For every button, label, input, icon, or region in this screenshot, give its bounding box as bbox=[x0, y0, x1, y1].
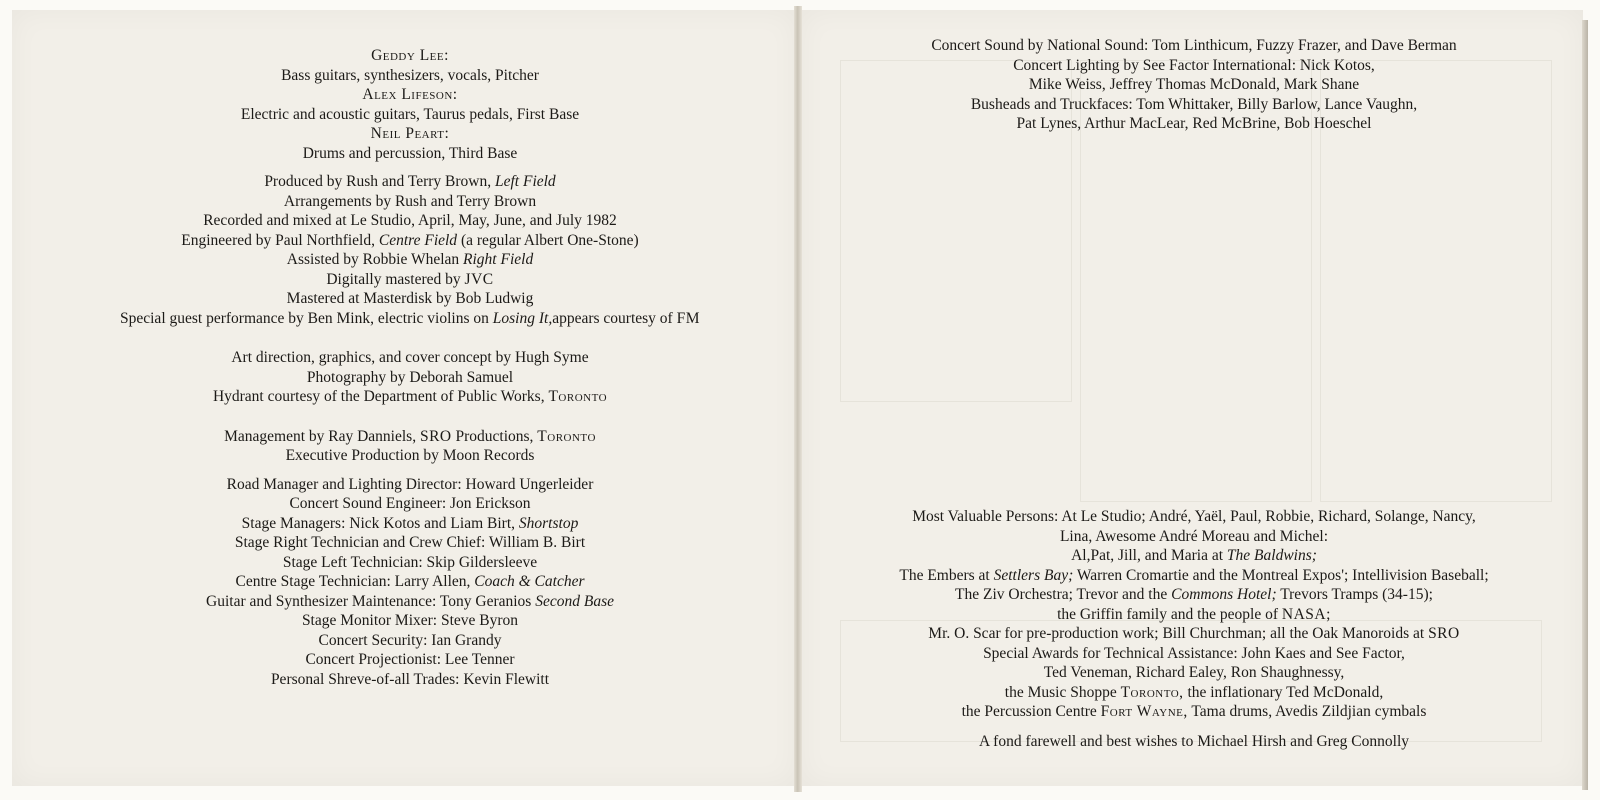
crew-stage-managers: Stage Managers: Nick Kotos and Liam Birt, Shortstop bbox=[241, 514, 579, 532]
member-name: Alex Lifeson: bbox=[362, 86, 458, 103]
crew-shreve: Personal Shreve-of-all Trades: Kevin Flewitt bbox=[270, 670, 550, 688]
left-credits bbox=[60, 46, 760, 689]
member-role: Bass guitars, synthesizers, vocals, Pitcher bbox=[281, 66, 539, 84]
credit-special-guest: Special guest performance by Ben Mink, electric violins on Losing It,appears courtesy of FM bbox=[120, 309, 700, 327]
credit-lighting-cont: Mike Weiss, Jeffrey Thomas McDonald, Mark Shane bbox=[1028, 76, 1360, 93]
thanks-line: Most Valuable Persons: At Le Studio; André, Yaël, Paul, Robbie, Richard, Solange, Nancy, bbox=[912, 508, 1476, 525]
member-role: Drums and percussion, Third Base bbox=[302, 144, 518, 162]
credit-management: Management by Ray Danniels, SRO Productions, Toronto bbox=[224, 427, 596, 445]
credit-executive: Executive Production by Moon Records bbox=[285, 447, 535, 464]
credit-assisted: Assisted by Robbie Whelan Right Field bbox=[286, 251, 534, 268]
right-credits-bottom bbox=[814, 507, 1574, 751]
special-awards-line: Special Awards for Technical Assistance: John Kaes and See Factor, bbox=[983, 644, 1405, 662]
special-awards-line: the Percussion Centre Fort Wayne, Tama drums, Avedis Zildjian cymbals bbox=[961, 703, 1427, 720]
right-credits-top bbox=[814, 36, 1574, 134]
credit-art-direction: Art direction, graphics, and cover concept by Hugh Syme bbox=[231, 349, 589, 366]
credit-arrangements: Arrangements by Rush and Terry Brown bbox=[283, 192, 537, 210]
credit-lighting: Concert Lighting by See Factor International: Nick Kotos, bbox=[1013, 56, 1375, 74]
credit-photography: Photography by Deborah Samuel bbox=[306, 368, 514, 386]
member-role: Electric and acoustic guitars, Taurus pedals, First Base bbox=[240, 105, 580, 123]
credit-engineered: Engineered by Paul Northfield, Centre Field (a regular Albert One-Stone) bbox=[181, 231, 639, 249]
page-edge bbox=[1582, 20, 1588, 790]
credit-busheads-cont: Pat Lynes, Arthur MacLear, Red McBrine, Bob Hoeschel bbox=[1016, 115, 1372, 132]
booklet-gutter bbox=[794, 6, 802, 792]
member-name: Geddy Lee: bbox=[371, 47, 449, 64]
special-awards-line: the Music Shoppe Toronto, the inflationary Ted McDonald, bbox=[1004, 683, 1384, 701]
thanks-line: Mr. O. Scar for pre-production work; Bill Churchman; all the Oak Manoroids at SRO bbox=[928, 625, 1460, 642]
crew-stage-left: Stage Left Technician: Skip Gildersleeve bbox=[282, 553, 538, 571]
credit-digitally: Digitally mastered by JVC bbox=[326, 270, 494, 288]
crew-monitor: Stage Monitor Mixer: Steve Byron bbox=[301, 612, 519, 629]
credit-recorded: Recorded and mixed at Le Studio, April, May, June, and July 1982 bbox=[203, 212, 617, 229]
credit-hydrant: Hydrant courtesy of the Department of Public Works, Toronto bbox=[212, 388, 608, 405]
thanks-line: Lina, Awesome André Moreau and Michel: bbox=[1059, 527, 1329, 545]
crew-centre-stage: Centre Stage Technician: Larry Allen, Coach & Catcher bbox=[235, 573, 585, 590]
crew-stage-right: Stage Right Technician and Crew Chief: William B. Birt bbox=[234, 534, 586, 551]
credit-concert-sound: Concert Sound by National Sound: Tom Linthicum, Fuzzy Frazer, and Dave Berman bbox=[931, 37, 1457, 54]
crew-sound-engineer: Concert Sound Engineer: Jon Erickson bbox=[289, 495, 531, 512]
credit-produced: Produced by Rush and Terry Brown, Left Field bbox=[264, 173, 556, 190]
thanks-line: The Ziv Orchestra; Trevor and the Commons Hotel; Trevors Tramps (34-15); bbox=[955, 586, 1433, 603]
farewell-line: A fond farewell and best wishes to Michael Hirsh and Greg Connolly bbox=[978, 732, 1410, 750]
crew-road-manager: Road Manager and Lighting Director: Howard Ungerleider bbox=[226, 475, 594, 493]
member-name: Neil Peart: bbox=[370, 125, 450, 142]
thanks-line: the Griffin family and the people of NASA; bbox=[1057, 605, 1331, 623]
credit-busheads: Busheads and Truckfaces: Tom Whittaker, Billy Barlow, Lance Vaughn, bbox=[970, 95, 1418, 113]
crew-projectionist: Concert Projectionist: Lee Tenner bbox=[305, 651, 515, 668]
credit-mastered: Mastered at Masterdisk by Bob Ludwig bbox=[286, 290, 534, 307]
thanks-line: The Embers at Settlers Bay; Warren Cromartie and the Montreal Expos'; Intellivision Baseball; bbox=[899, 566, 1489, 584]
crew-guitar-synth: Guitar and Synthesizer Maintenance: Tony Geranios Second Base bbox=[206, 592, 614, 610]
thanks-line: Al,Pat, Jill, and Maria at The Baldwins; bbox=[1071, 547, 1317, 564]
special-awards-line: Ted Veneman, Richard Ealey, Ron Shaughnessy, bbox=[1043, 664, 1345, 681]
crew-security: Concert Security: Ian Grandy bbox=[318, 631, 502, 649]
